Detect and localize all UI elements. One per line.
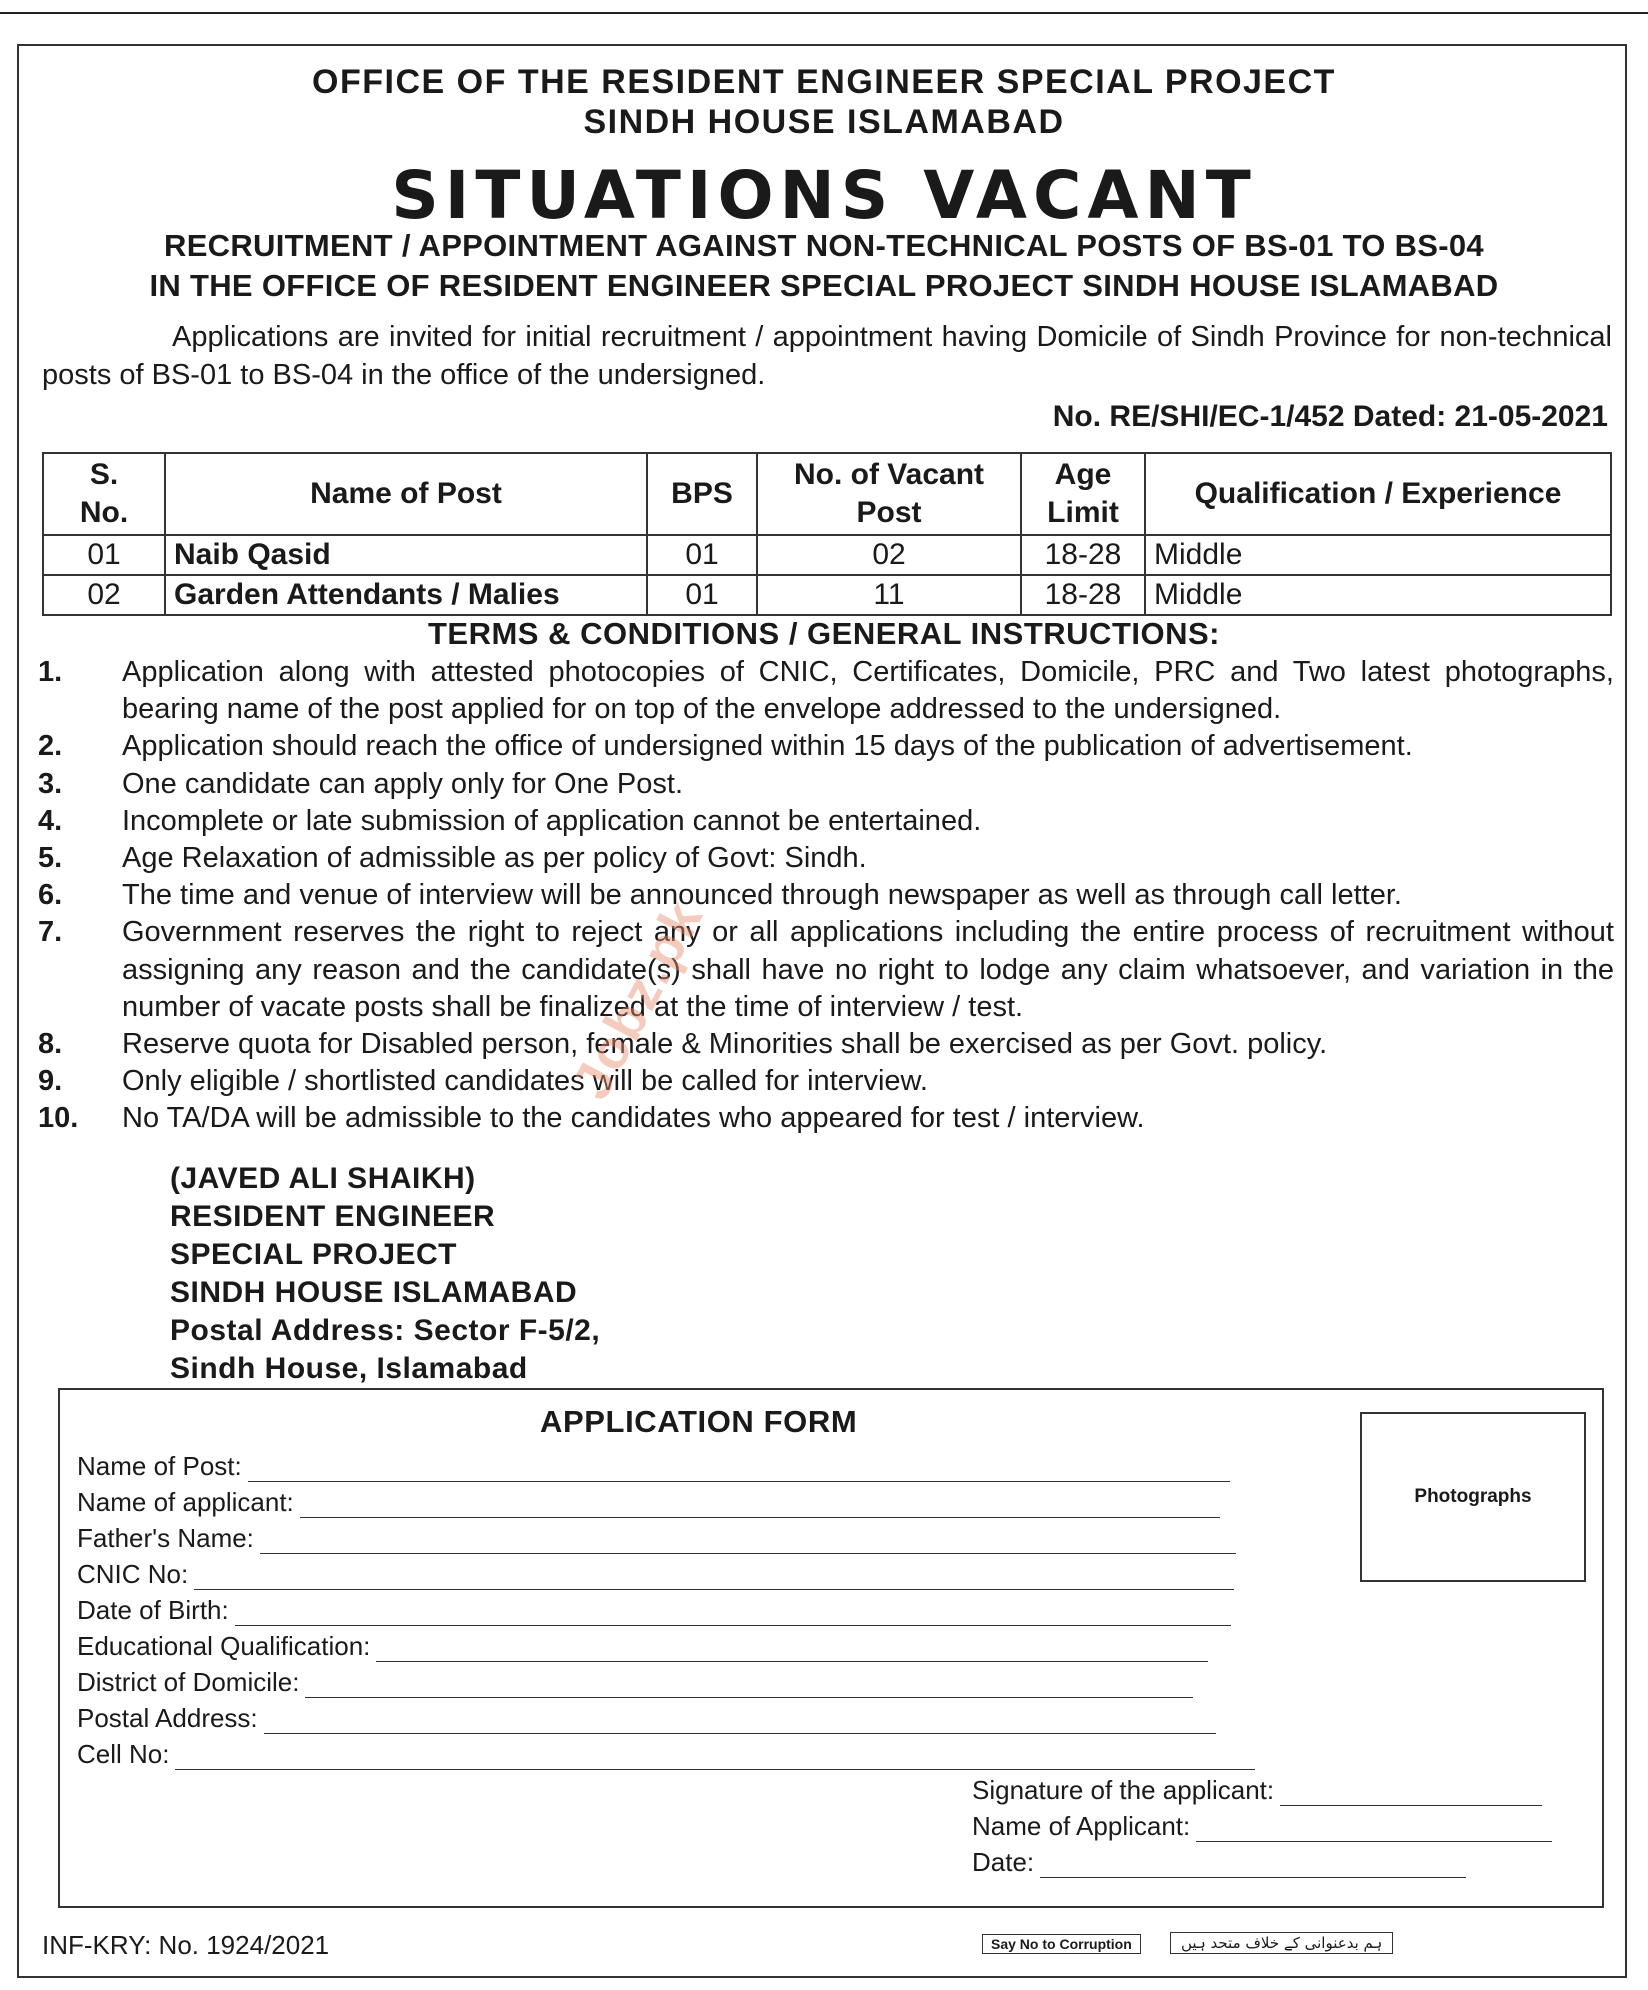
- term-text: Government reserves the right to reject any or all applications including the entire process of recruitment without assigning any reason and the candidate(s) shall have no right to lodge any claim whatsoever, and variation in the number of vacate posts shall be finalized at the time of interview / test.: [122, 916, 1614, 1023]
- term-number: 1.: [38, 656, 63, 688]
- term-text: Only eligible / shortlisted candidates will be called for interview.: [122, 1065, 928, 1098]
- signatory-designation: SPECIAL PROJECT: [170, 1238, 458, 1271]
- cell-bps: 01: [647, 575, 757, 615]
- field-label: District of Domicile:: [77, 1667, 300, 1697]
- domicile-input-line[interactable]: [305, 1671, 1193, 1698]
- col-age: Age Limit: [1021, 453, 1145, 535]
- term-text: No TA/DA will be admissible to the candidates who appeared for test / interview.: [122, 1102, 1145, 1135]
- term-number: 4.: [38, 804, 63, 837]
- list-item: [38, 840, 1614, 877]
- signature-name-input-line[interactable]: [1196, 1815, 1552, 1842]
- signature-input-line[interactable]: [1280, 1779, 1542, 1806]
- col-qualification: Qualification / Experience: [1145, 453, 1611, 535]
- intro-paragraph: Applications are invited for initial recruitment / appointment having Domicile of Sindh Province for non-technical posts of BS-01 to BS-04 in the office of the undersigned.: [42, 321, 1612, 391]
- cell-bps: 01: [647, 535, 757, 575]
- form-field-domicile: [77, 1664, 1193, 1698]
- field-label: Father's Name:: [77, 1523, 254, 1553]
- reference-number: No. RE/SHI/EC-1/452 Dated: 21-05-2021: [1052, 400, 1608, 433]
- posts-table: [42, 452, 1612, 616]
- table-header-row: [43, 453, 1611, 535]
- applicant-input-line[interactable]: [300, 1491, 1220, 1518]
- form-field-cnic: [77, 1556, 1234, 1590]
- top-rule: [0, 12, 1648, 14]
- term-number: 7.: [38, 916, 63, 949]
- form-field-post: [77, 1448, 1230, 1482]
- term-number: 6.: [38, 879, 63, 912]
- form-field-postal: [77, 1700, 1216, 1734]
- subtitle-line-2: IN THE OFFICE OF RESIDENT ENGINEER SPECIAL PROJECT SINDH HOUSE ISLAMABAD: [149, 268, 1499, 303]
- field-label: Name of applicant:: [77, 1487, 294, 1517]
- date-input-line[interactable]: [1040, 1851, 1466, 1878]
- form-field-applicant: [77, 1484, 1220, 1518]
- list-item: [38, 1063, 1614, 1100]
- signatory-name: (JAVED ALI SHAIKH): [170, 1162, 476, 1195]
- list-item: [38, 766, 1614, 803]
- terms-heading: TERMS & CONDITIONS / GENERAL INSTRUCTIONS:: [427, 616, 1220, 651]
- signatory-address: Postal Address: Sector F-5/2,: [170, 1314, 601, 1347]
- term-number: 9.: [38, 1065, 63, 1098]
- list-item: [38, 1026, 1614, 1063]
- field-label: Name of Applicant:: [972, 1811, 1191, 1841]
- field-label: Postal Address:: [77, 1703, 258, 1733]
- anti-corruption-badge-urdu: ہم بدعنوانی کے خلاف متحد ہیں: [1170, 1932, 1393, 1954]
- page-title: SITUATIONS VACANT: [391, 157, 1257, 234]
- term-text: Reserve quota for Disabled person, female & Minorities shall be exercised as per Govt. policy.: [122, 1028, 1328, 1061]
- cell-age: 18-28: [1021, 535, 1145, 575]
- cell-vacant: 11: [757, 575, 1021, 615]
- cnic-input-line[interactable]: [194, 1563, 1234, 1590]
- post-input-line[interactable]: [248, 1455, 1230, 1482]
- signatory-designation: SINDH HOUSE ISLAMABAD: [170, 1276, 578, 1309]
- cell-post: Garden Attendants / Malies: [165, 575, 647, 615]
- col-bps: BPS: [647, 453, 757, 535]
- signatory-designation: RESIDENT ENGINEER: [170, 1200, 496, 1233]
- term-number: 2.: [38, 730, 63, 763]
- office-location: SINDH HOUSE ISLAMABAD: [583, 103, 1065, 141]
- field-label: Date of Birth:: [77, 1595, 229, 1625]
- list-item: [38, 728, 1614, 765]
- term-number: 10.: [38, 1102, 79, 1135]
- term-number: 8.: [38, 1028, 63, 1061]
- form-field-dob: [77, 1592, 1231, 1626]
- signatory-block: [170, 1160, 600, 1388]
- field-label: Name of Post:: [77, 1451, 242, 1481]
- term-text: One candidate can apply only for One Post.: [122, 767, 684, 800]
- field-label: CNIC No:: [77, 1559, 189, 1589]
- form-field-signature-name: [972, 1808, 1552, 1842]
- col-vacant: No. of Vacant Post: [757, 453, 1021, 535]
- dob-input-line[interactable]: [235, 1599, 1231, 1626]
- col-post: Name of Post: [165, 453, 647, 535]
- table-row: [43, 535, 1611, 575]
- cell-sno: 01: [43, 535, 165, 575]
- field-label: Date:: [972, 1847, 1035, 1877]
- father-input-line[interactable]: [260, 1527, 1236, 1554]
- term-text: Application along with attested photocopies of CNIC, Certificates, Domicile, PRC and Two latest photographs, bearing name of the post applied for on top of the envelope addressed to the undersigned.: [122, 656, 1614, 726]
- table-row: [43, 575, 1611, 615]
- term-text: Incomplete or late submission of application cannot be entertained.: [122, 804, 982, 837]
- cell-qualification: Middle: [1145, 535, 1611, 575]
- terms-list: [38, 654, 1614, 1138]
- signatory-address: Sindh House, Islamabad: [170, 1352, 528, 1385]
- list-item: [38, 877, 1614, 914]
- cell-age: 18-28: [1021, 575, 1145, 615]
- col-sno: S. No.: [43, 453, 165, 535]
- list-item: [38, 803, 1614, 840]
- form-field-education: [77, 1628, 1208, 1662]
- list-item: [38, 914, 1614, 1026]
- term-number: 5.: [38, 842, 63, 875]
- term-text: Age Relaxation of admissible as per policy of Govt: Sindh.: [122, 842, 867, 875]
- form-field-cell: [77, 1736, 1255, 1770]
- anti-corruption-badge: Say No to Corruption: [982, 1934, 1141, 1954]
- list-item: [38, 654, 1614, 728]
- form-field-signature: [972, 1772, 1542, 1806]
- term-number: 3.: [38, 767, 63, 800]
- cell-input-line[interactable]: [175, 1743, 1255, 1770]
- field-label: Signature of the applicant:: [972, 1775, 1275, 1805]
- list-item: [38, 1100, 1614, 1137]
- watermark: Jobz.pk: [560, 890, 715, 1109]
- field-label: Educational Qualification:: [77, 1631, 371, 1661]
- field-label: Cell No:: [77, 1739, 170, 1769]
- cell-post: Naib Qasid: [165, 535, 647, 575]
- education-input-line[interactable]: [376, 1635, 1208, 1662]
- cell-vacant: 02: [757, 535, 1021, 575]
- cell-qualification: Middle: [1145, 575, 1611, 615]
- photo-label: Photographs: [1414, 1486, 1532, 1507]
- form-title: APPLICATION FORM: [540, 1404, 858, 1439]
- term-text: The time and venue of interview will be announced through newspaper as well as through call letter.: [122, 879, 1402, 912]
- form-field-date: [972, 1844, 1466, 1878]
- cell-sno: 02: [43, 575, 165, 615]
- photo-box: [1360, 1412, 1586, 1582]
- subtitle-line-1: RECRUITMENT / APPOINTMENT AGAINST NON-TECHNICAL POSTS OF BS-01 TO BS-04: [164, 228, 1484, 263]
- inf-number: INF-KRY: No. 1924/2021: [42, 1930, 330, 1960]
- postal-input-line[interactable]: [264, 1707, 1216, 1734]
- form-field-father: [77, 1520, 1236, 1554]
- office-heading: OFFICE OF THE RESIDENT ENGINEER SPECIAL PROJECT: [312, 63, 1336, 101]
- term-text: Application should reach the office of undersigned within 15 days of the publication of advertisement.: [122, 730, 1413, 763]
